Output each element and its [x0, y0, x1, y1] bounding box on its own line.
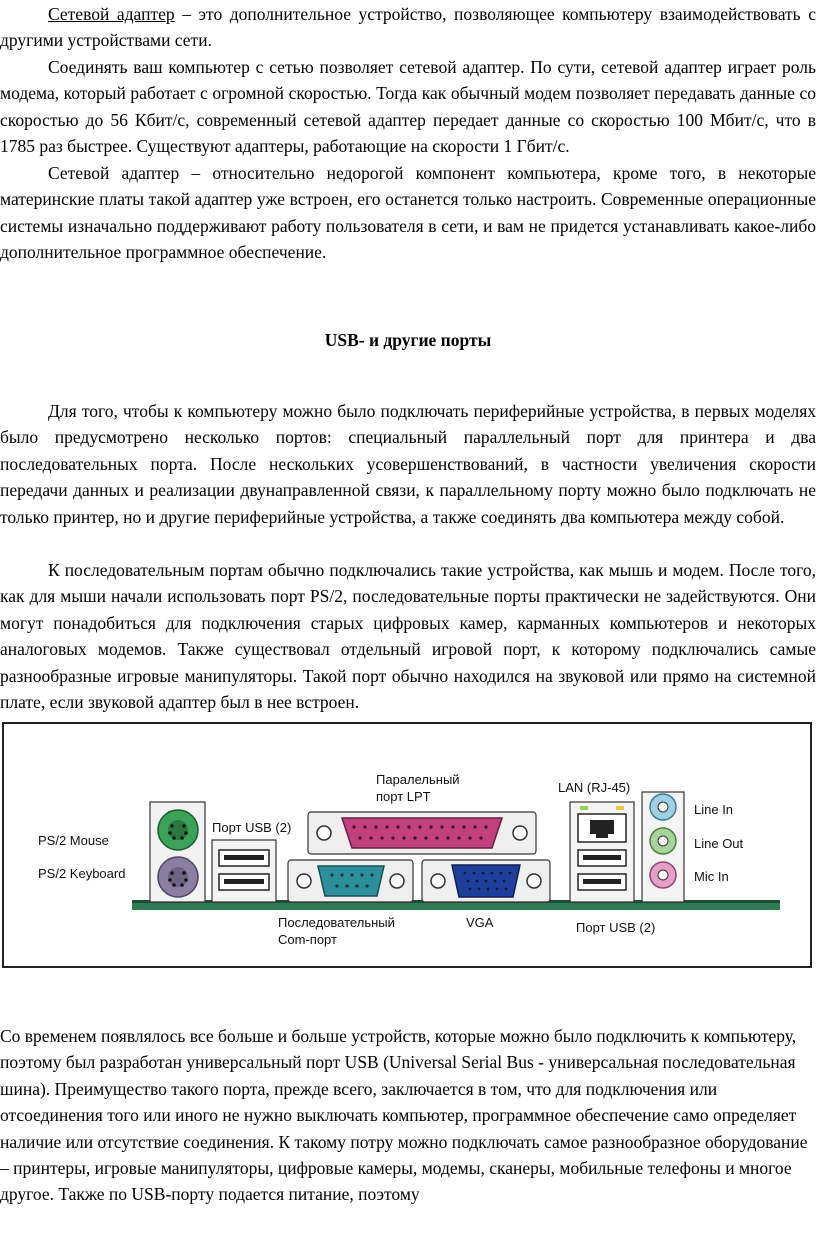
label-vga: VGA: [466, 915, 494, 930]
label-com-line2: Com-порт: [278, 932, 337, 947]
ps2-mouse-port-icon: [158, 810, 198, 850]
mic-in-jack-icon: [650, 862, 676, 888]
board-strip: [132, 902, 780, 910]
label-usb-left: Порт USB (2): [212, 820, 292, 835]
line-in-jack-icon: [650, 794, 676, 820]
com-port-icon: [288, 860, 413, 902]
paragraph-ports-history: Для того, чтобы к компьютеру можно было подключать периферийные устройства, в первых моделях было предусмотрено несколько портов: специальный параллельный порт для принтера и два последовательных порта. После нескольких усовершенствований, в частности увеличения скорости передачи данных и реализации двунаправленной связи, к параллельному порту можно было подключать не только принтер, но и другие периферийные устройства, а также соединять два компьютера между собой.: [0, 401, 816, 527]
label-lpt-line2: порт LPT: [376, 789, 431, 804]
paragraph-serial-ports: К последовательным портам обычно подключались такие устройства, как мышь и модем. После того, как для мыши начали использовать порт PS/2, последовательные порты практически не задействуются. Они могут понадобиться для подключения старых цифровых камер, карманных компьютеров и некоторых аналоговых модемов. Также существовал отдельный игровой порт, к которому подключались самые разнообразные игровые манипуляторы. Такой порт обычно находился на звуковой или прямо на системной плате, если звуковой адаптер был в нее встроен.: [0, 560, 816, 713]
label-ps2-mouse: PS/2 Mouse: [38, 833, 109, 848]
label-line-in: Line In: [694, 802, 734, 817]
label-lpt-line1: Паралельный: [376, 772, 460, 787]
term-network-adapter: Сетевой адаптер: [48, 4, 175, 24]
line-out-jack-icon: [650, 828, 676, 854]
label-com-line1: Последовательный: [278, 915, 395, 930]
paragraph-network-adapter-definition: [0, 1, 816, 54]
label-usb-right: Порт USB (2): [576, 920, 656, 935]
paragraph-adapter-cost: Сетевой адаптер – относительно недорогой компонент компьютера, кроме того, в некоторые материнские платы такой адаптер уже встроен, его останется только настроить. Современные операционные системы изначально поддерживают работу пользователя в сети, и вам не придется устанавливать какое-либо дополнительное программное обеспечение.: [0, 163, 816, 263]
paragraph-adapter-speed: Соединять ваш компьютер с сетью позволяет сетевой адаптер. По сути, сетевой адаптер играет роль модема, который работает с огромной скоростью. Тогда как обычный модем позволяет передавать данные со скоростью до 56 Кбит/с, современный сетевой адаптер передает данные со скоростью 100 Мбит/с, что в 1785 раз быстрее. Существуют адаптеры, работающие на скорости 1 Гбит/с.: [0, 57, 816, 157]
lpt-port-icon: [308, 812, 536, 854]
label-ps2-keyboard: PS/2 Keyboard: [38, 866, 126, 881]
vga-port-icon: [422, 860, 550, 902]
usb-left-port-icon: [212, 840, 276, 902]
paragraph-usb-port: Со временем появлялось все больше и больше устройств, которые можно было подключить к компьютеру, поэтому был разработан универсальный порт USB (Universal Serial Bus - универсальная последовательная шина). Преимущество такого порта, прежде всего, заключается в том, что для подключения или отсоединения того или иного не нужно выключать компьютер, программное обеспечение само определяет наличие или отсутствие соединения. К такому потру можно подключать самое разнообразное оборудование – принтеры, игровые манипуляторы, цифровые камеры, модемы, сканеры, мобильные телефоны и многое другое. Также по USB-порту подается питание, поэтому: [0, 1026, 808, 1205]
ports-diagram: [2, 722, 812, 968]
label-line-out: Line Out: [694, 836, 744, 851]
section-heading-usb-ports: USB- и другие порты: [324, 330, 492, 350]
definition-text: – это дополнительное устройство, позволяющее компьютеру взаимодействовать с другими устройствами сети.: [0, 4, 816, 51]
ps2-keyboard-port-icon: [158, 857, 198, 897]
label-lan: LAN (RJ-45): [558, 780, 631, 795]
label-mic-in: Mic In: [694, 869, 729, 884]
